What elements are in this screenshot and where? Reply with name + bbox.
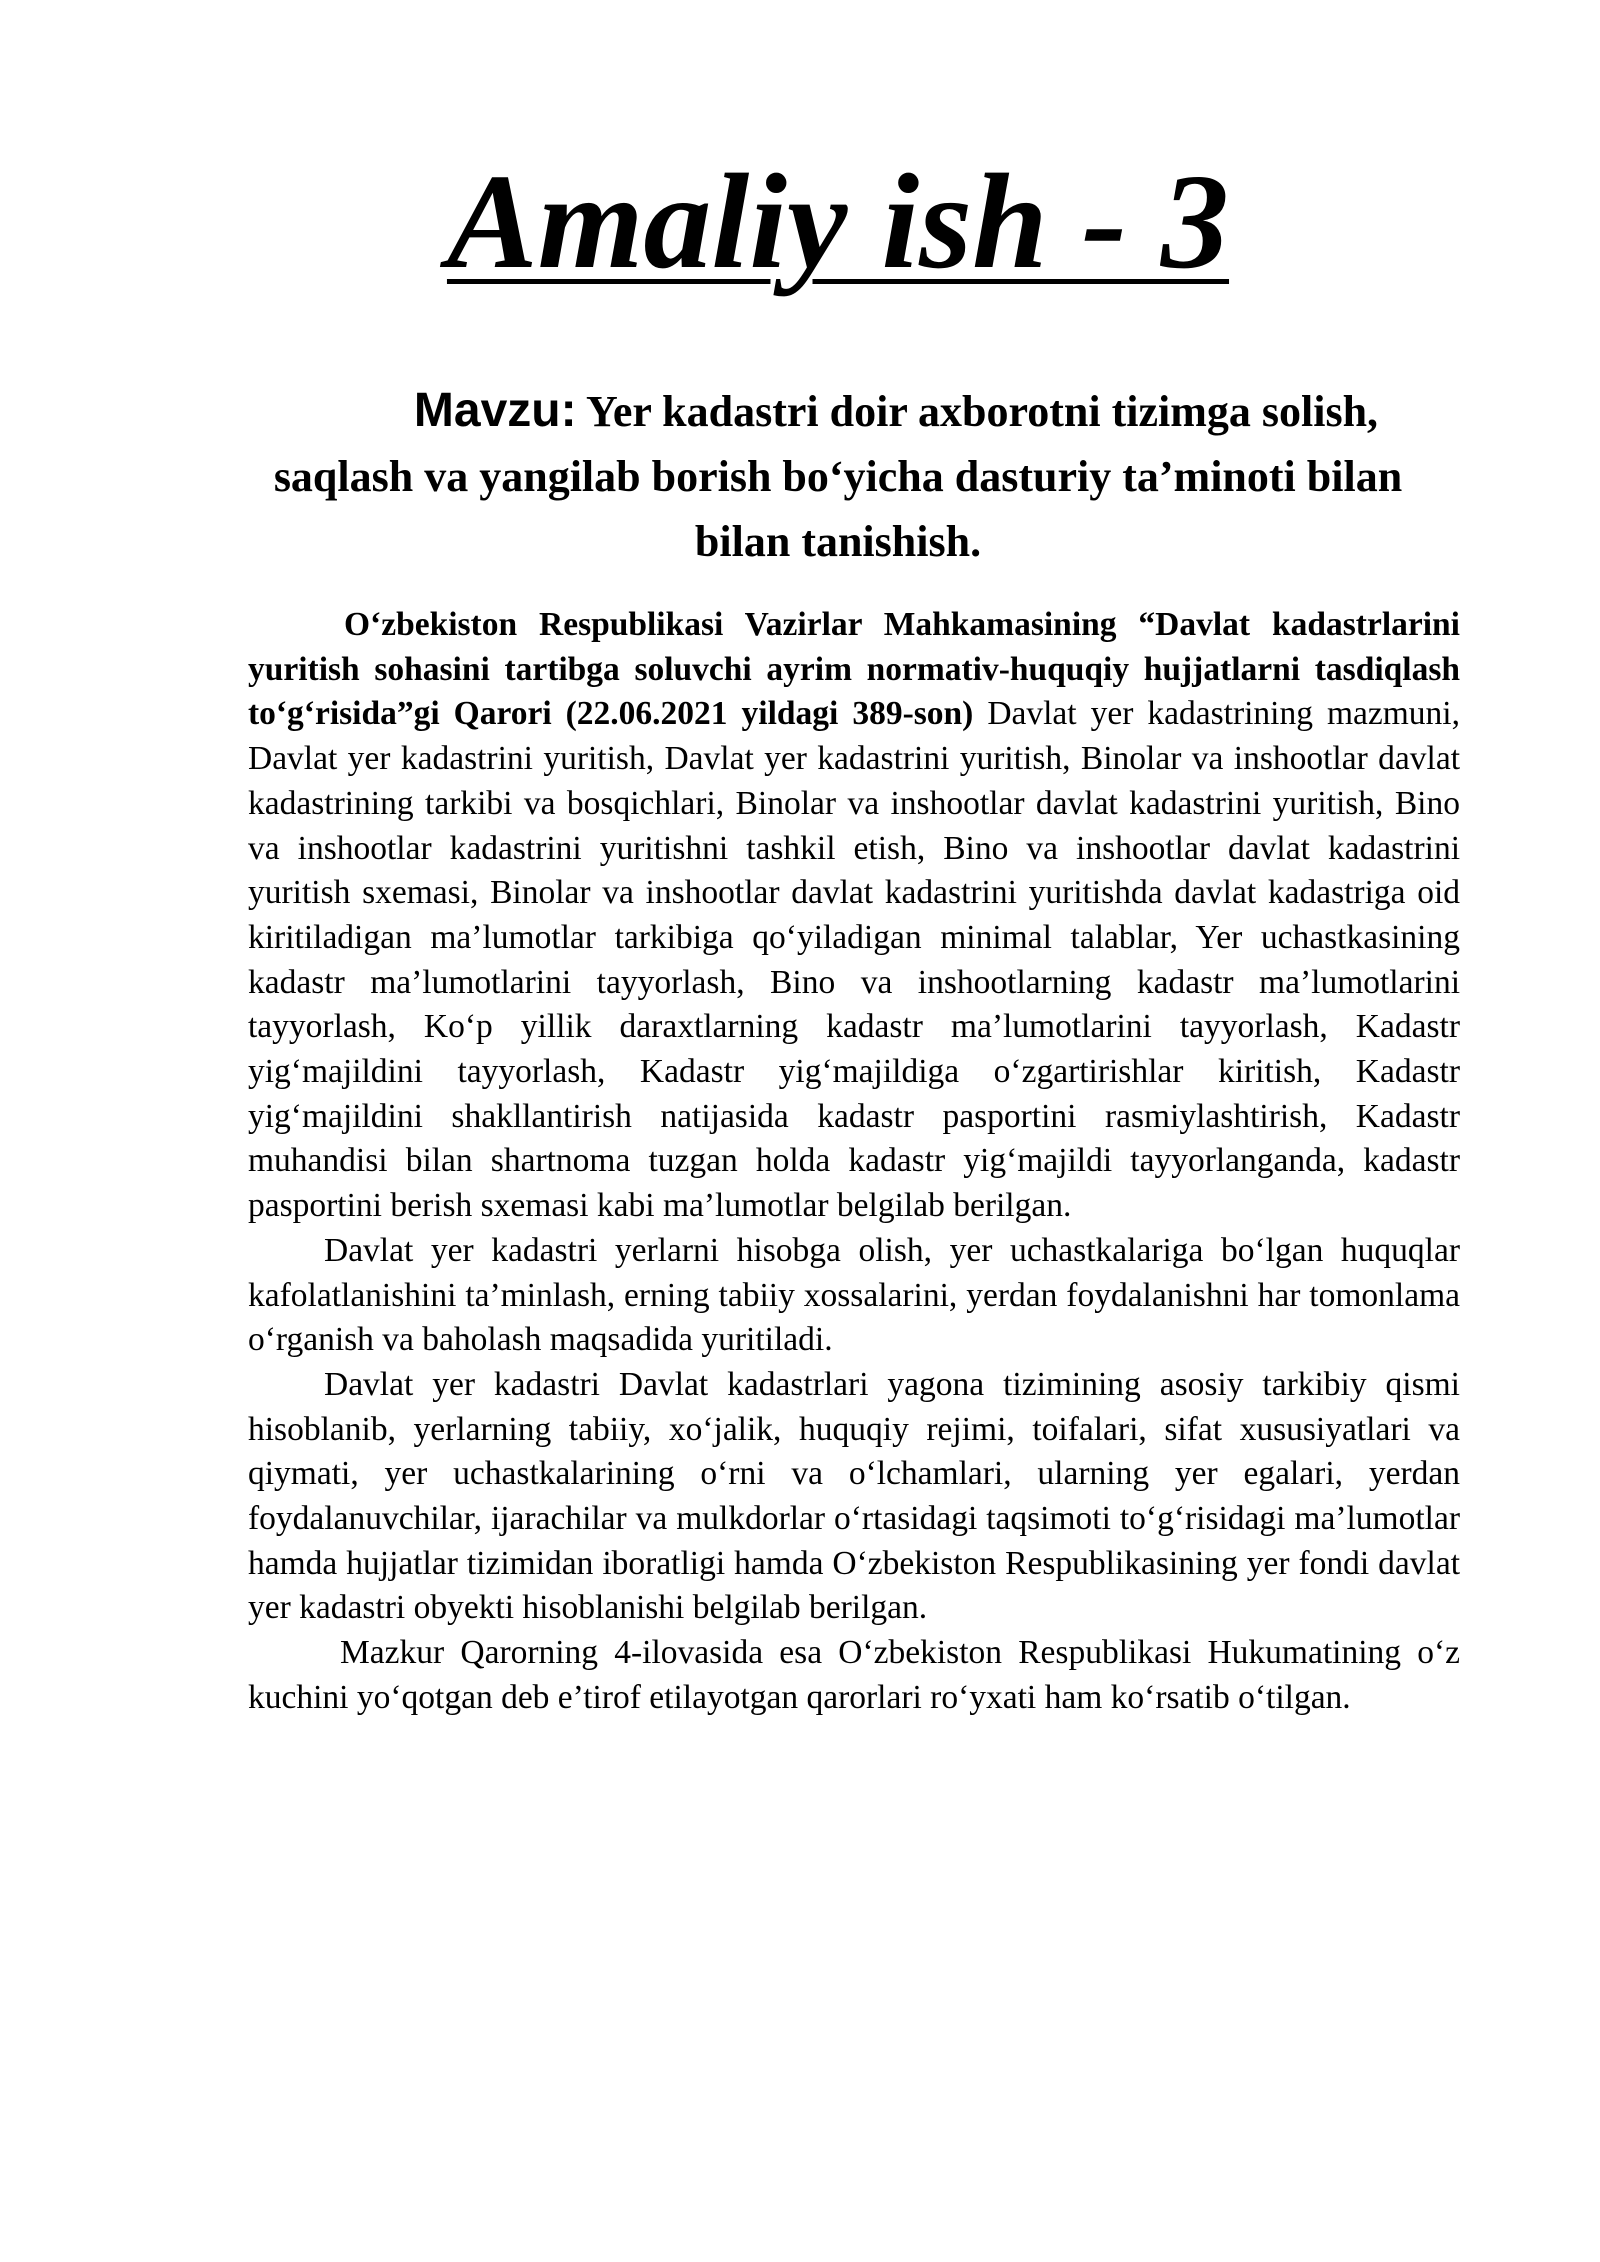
topic-heading [248, 378, 1428, 574]
paragraph-intro-rest: Davlat yer kadastrining mazmuni, Davlat yer kadastrini yuritish, Davlat yer kadastrini yuritish, Binolar va inshootlar davlat kadastrining tarkibi va bosqichlari, Binolar va inshootlar davlat kadastrini yuritish, Bino va inshootlar kadastrini yuritishni tashkil etish, Bino va inshootlar davlat kadastrini yuritish sxemasi, Binolar va inshootlar davlat kadastrini yuritishda davlat kadastriga oid kiritiladigan ma’lumotlar tarkibiga qo‘yiladigan minimal talablar, Yer uchastkasining kadastr ma’lumotlarini tayyorlash, Bino va inshootlarning kadastr ma’lumotlarini tayyorlash, Ko‘p yillik daraxtlarning kadastr ma’lumotlarini tayyorlash, Kadastr yig‘majildini tayyorlash, Kadastr yig‘majildiga o‘zgartirishlar kiritish, Kadastr yig‘majildini shakllantirish natijasida kadastr pasportini rasmiylashtirish, Kadastr muhandisi bilan shartnoma tuzgan holda kadastr yig‘majildi tayyorlanganda, kadastr pasportini berish sxemasi kabi ma’lumotlar belgilab berilgan. [248, 695, 1460, 1225]
paragraph-intro [248, 603, 1460, 1229]
paragraph-intro-bold: O‘zbekiston Respublikasi Vazirlar Mahkamasining “Davlat kadastrlarini yuritish sohasini tartibga soluvchi ayrim normativ-huquqiy hujjatlarni tasdiqlash to‘g‘risida”gi Qarori (22.06.2021 yildagi 389-son) [248, 606, 1460, 733]
document-body [248, 603, 1460, 1721]
topic-text: Yer kadastri doir axborotni tizimga solish, saqlash va yangilab borish bo‘yicha dasturiy ta’minoti bilan bilan tanishish. [273, 387, 1403, 566]
paragraph-3: Davlat yer kadastri Davlat kadastrlari yagona tizimining asosiy tarkibiy qismi hisoblanib, yerlarning tabiiy, xo‘jalik, huquqiy rejimi, toifalari, sifat xususiyatlari va qiymati, yer uchastkalarining o‘rni va o‘lchamlari, ularning yer egalari, yerdan foydalanuvchilar, ijarachilar va mulkdorlar o‘rtasidagi taqsimoti to‘g‘risidagi ma’lumotlar hamda hujjatlar tizimidan iboratligi hamda O‘zbekiston Respublikasining yer fondi davlat yer kadastri obyekti hisoblanishi belgilab berilgan. [248, 1365, 1460, 1627]
paragraph-4: Mazkur Qarorning 4-ilovasida esa O‘zbekiston Respublikasi Hukumatining o‘z kuchini yo‘qotgan deb e’tirof etilayotgan qarorlari ro‘yxati ham ko‘rsatib o‘tilgan. [248, 1634, 1460, 1716]
page-title [248, 148, 1428, 298]
page-title-text: Amaliy ish - 3 [446, 147, 1230, 297]
paragraph-2: Davlat yer kadastri yerlarni hisobga olish, yer uchastkalariga bo‘lgan huquqlar kafolatlanishini ta’minlash, erning tabiiy xossalarini, yerdan foydalanishni har tomonlama o‘rganish va baholash maqsadida yuritiladi. [248, 1231, 1460, 1359]
topic-label: Mavzu: [413, 384, 577, 437]
